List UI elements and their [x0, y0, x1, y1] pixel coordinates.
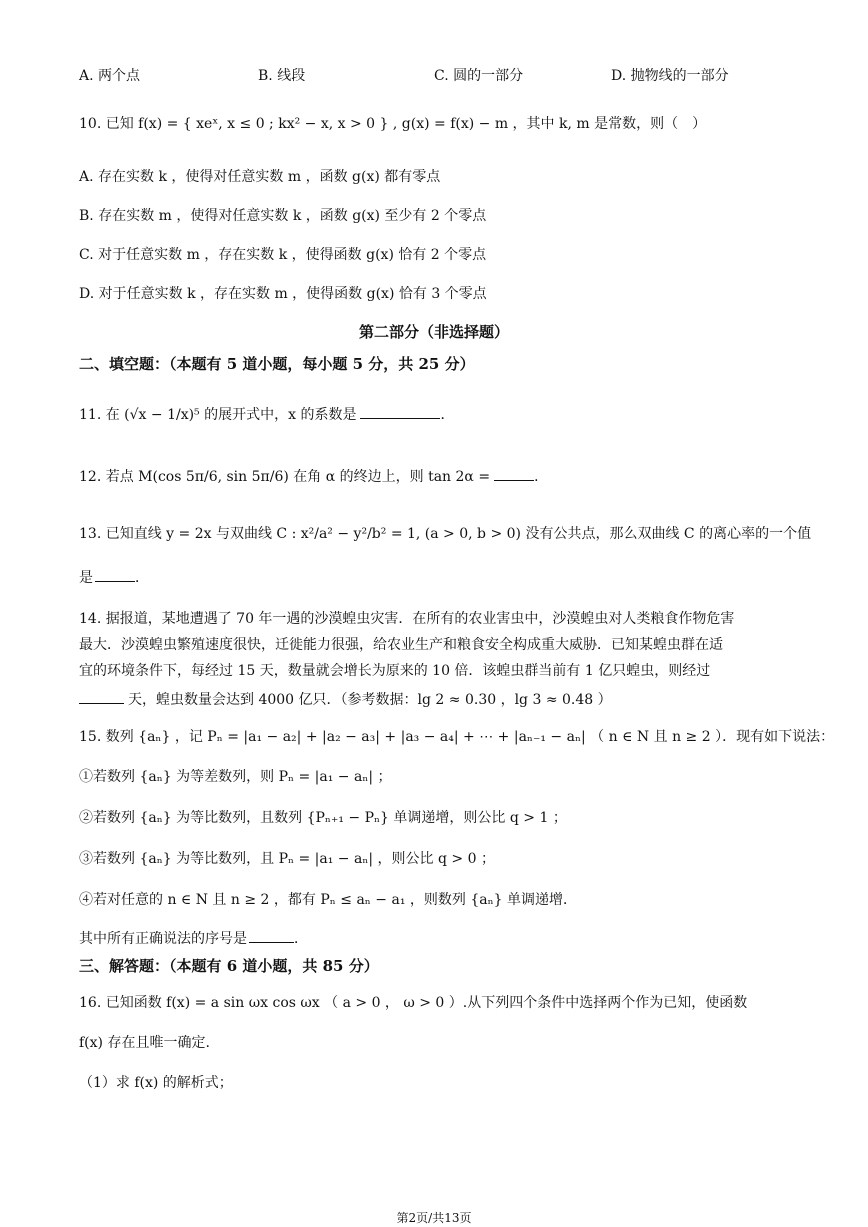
section3-title: 三、解答题：（本题有 6 道小题，共 85 分）	[79, 957, 379, 975]
q14-line4	[79, 691, 612, 707]
q10-stem: 10. 已知 f(x) = { xeˣ, x ≤ 0 ; kx² − x, x > 0 } , g(x) = f(x) − m ，其中 k, m 是常数，则（ ）	[79, 116, 707, 132]
q11-period: ．	[440, 407, 455, 423]
q9-option-b: B. 线段	[258, 68, 306, 84]
q12-text: 12. 若点 M(cos 5π/6, sin 5π/6) 在角 α 的终边上，则 tan 2α =	[79, 469, 491, 485]
q15-end-text: 其中所有正确说法的序号是	[79, 931, 247, 947]
q14-answer-blank	[79, 691, 124, 704]
section2-title: 二、填空题：（本题有 5 道小题，每小题 5 分，共 25 分）	[79, 355, 475, 373]
q11-text: 11. 在 (√x − 1/x)⁵ 的展开式中，x 的系数是	[79, 407, 357, 423]
q15-period: ．	[294, 931, 308, 947]
q9-option-a: A. 两个点	[79, 68, 141, 84]
q15-statement-1: ①若数列 {aₙ} 为等差数列，则 Pₙ = |a₁ − aₙ| ；	[79, 769, 392, 785]
q12-period: ．	[534, 469, 549, 485]
q13-line2	[79, 569, 149, 585]
q10-option-c: C. 对于任意实数 m ，存在实数 k ，使得函数 g(x) 恰有 2 个零点	[79, 247, 487, 263]
q15-statement-2: ②若数列 {aₙ} 为等比数列，且数列 {Pₙ₊₁ − Pₙ} 单调递增，则公比 q > 1 ；	[79, 810, 567, 826]
q13-answer-blank	[95, 569, 135, 582]
q16-part1: （1）求 f(x) 的解析式；	[79, 1075, 233, 1091]
page-footer: 第2页/共13页	[396, 1211, 472, 1225]
q15-statement-3: ③若数列 {aₙ} 为等比数列，且 Pₙ = |a₁ − aₙ| ，则公比 q > 0 ；	[79, 851, 495, 867]
q16-line2: f(x) 存在且唯一确定.	[79, 1035, 210, 1051]
q14-line3: 宜的环境条件下，每经过 15 天，数量就会增长为原来的 10 倍．该蝗虫群当前有 1 亿只蝗虫，则经过	[79, 663, 711, 679]
q9-option-d: D. 抛物线的一部分	[611, 68, 729, 84]
q13-line1: 13. 已知直线 y = 2x 与双曲线 C : x²/a² − y²/b² = 1, (a > 0, b > 0) 没有公共点，那么双曲线 C 的离心率的一个值	[79, 526, 812, 542]
q10-option-b: B. 存在实数 m ，使得对任意实数 k ，函数 g(x) 至少有 2 个零点	[79, 208, 487, 224]
q13-period: ．	[135, 570, 149, 586]
part2-title: 第二部分（非选择题）	[358, 323, 509, 341]
q14-line1: 14. 据报道，某地遭遇了 70 年一遇的沙漠蝗虫灾害．在所有的农业害虫中，沙漠蝗虫对人类粮食作物危害	[79, 611, 735, 627]
q15-statement-4: ④若对任意的 n ∈ N 且 n ≥ 2 ，都有 Pₙ ≤ aₙ − a₁ ，则数列 {aₙ} 单调递增．	[79, 892, 578, 908]
q14-line2: 最大．沙漠蝗虫繁殖速度很快，迁徙能力很强，给农业生产和粮食安全构成重大威胁．已知某蝗虫群在适	[79, 637, 723, 653]
q12	[79, 468, 548, 484]
q15-stem: 15. 数列 {aₙ} ，记 Pₙ = |a₁ − a₂| + |a₂ − a₃| + |a₃ − a₄| + ⋯ + |aₙ₋₁ − aₙ| （ n ∈ N 且 n ≥ 2 ）．现有如下说法：	[79, 729, 835, 745]
q11	[79, 406, 454, 422]
q11-answer-blank	[360, 406, 440, 419]
q15-answer-blank	[249, 930, 294, 943]
q10-option-d: D. 对于任意实数 k ，存在实数 m ，使得函数 g(x) 恰有 3 个零点	[79, 286, 487, 302]
q9-options	[79, 69, 839, 85]
q14-line4-text: 天，蝗虫数量会达到 4000 亿只．（参考数据：lg 2 ≈ 0.30 ，lg 3 ≈ 0.48 ）	[128, 692, 612, 708]
q16-line1: 16. 已知函数 f(x) = a sin ωx cos ωx （ a > 0 ， ω > 0 ）.从下列四个条件中选择两个作为已知，使函数	[79, 995, 748, 1011]
q9-option-c: C. 圆的一部分	[434, 68, 524, 84]
q10-option-a: A. 存在实数 k ，使得对任意实数 m ，函数 g(x) 都有零点	[79, 169, 441, 185]
q13-line2-text: 是	[79, 570, 93, 586]
q15-end	[79, 930, 308, 946]
q12-answer-blank	[494, 468, 534, 481]
